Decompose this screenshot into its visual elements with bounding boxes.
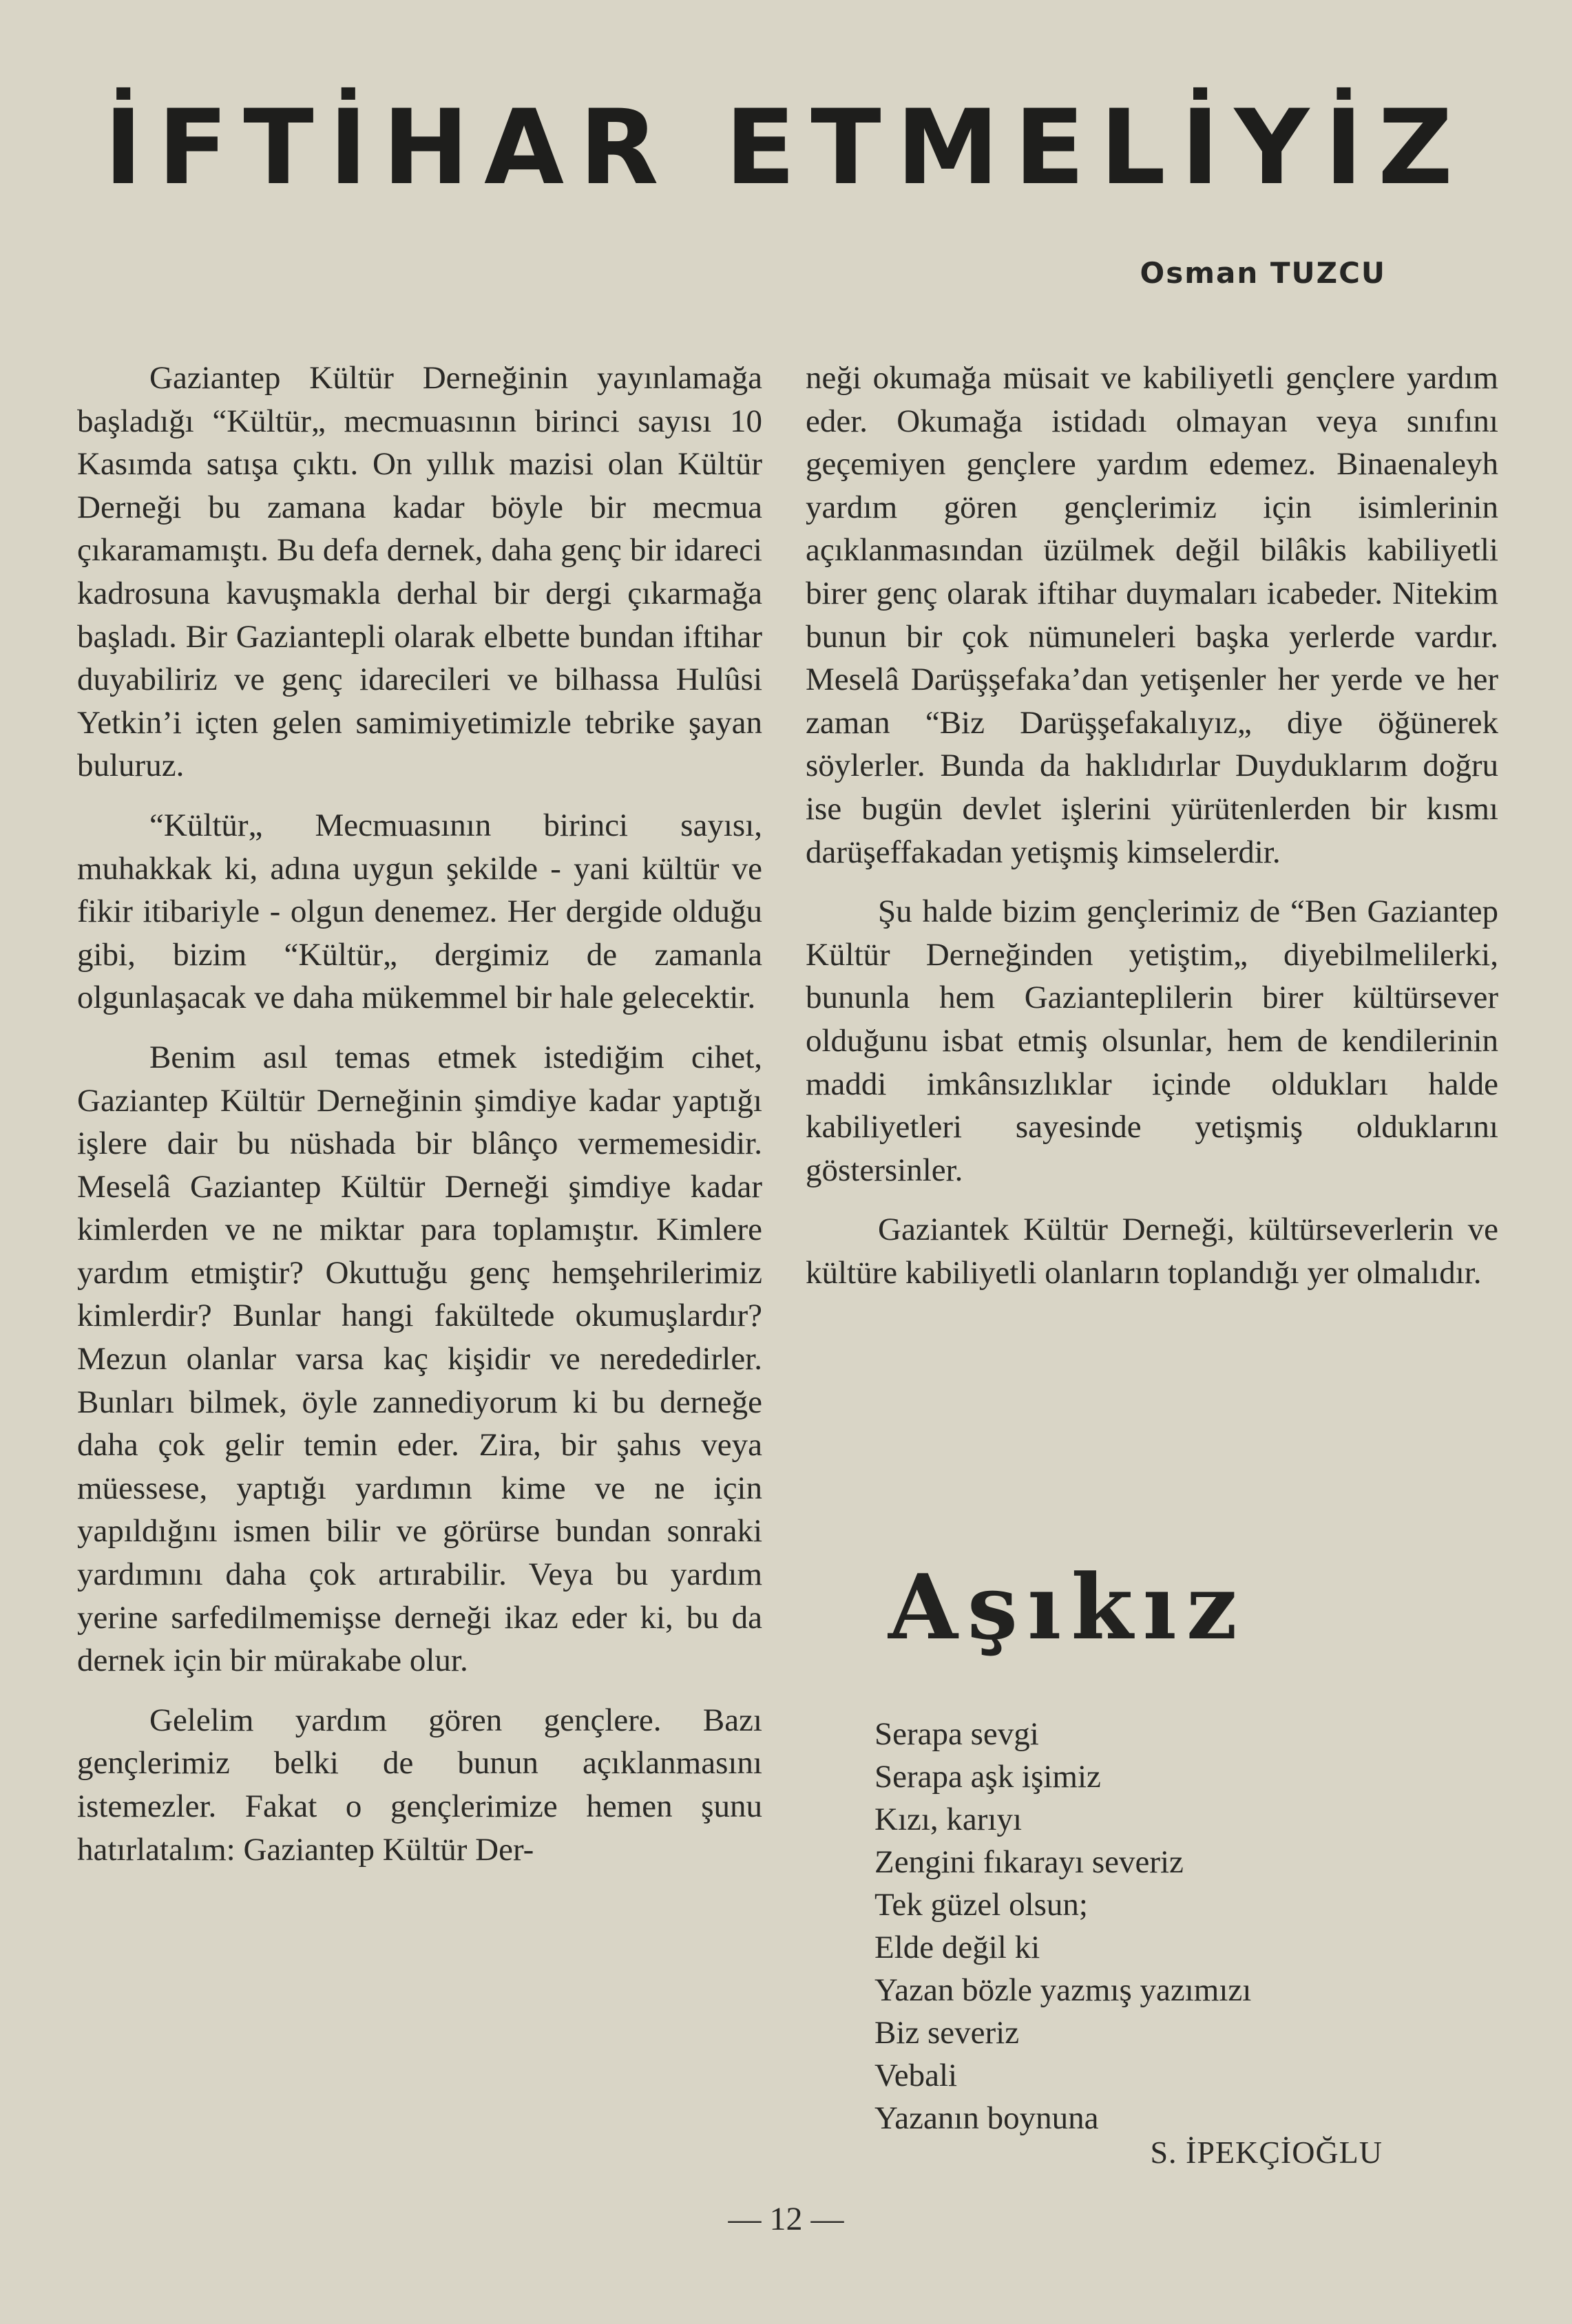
article-right-column — [806, 357, 1498, 1311]
poem-line: Serapa sevgi — [874, 1716, 1039, 1752]
poem-line: Tek güzel olsun; — [874, 1887, 1088, 1923]
poem-line: Biz severiz — [874, 2015, 1020, 2051]
poem-line: Yazanın boynuna — [874, 2100, 1099, 2136]
poem-line: Serapa aşk işimiz — [874, 1759, 1101, 1795]
article-title: İFTİHAR ETMELİYİZ — [104, 88, 1468, 208]
paragraph: Şu halde bizim gençlerimiz de “Ben Gaziantep Kültür Derneğinden yetiştim„ diyebilmelilerki, bununla hem Gazianteplilerin birer kültürsever olduğunu isbat etmiş olsunlar, hem de kendilerinin maddi imkânsızlıklar içinde oldukları halde kabiliyetleri sayesinde yetişmiş olduklarını göstersinler. — [806, 894, 1498, 1188]
paragraph: Gaziantek Kültür Derneği, kültürseverlerin ve kültüre kabiliyetli olanların toplandığı yer olmalıdır. — [806, 1212, 1498, 1291]
paragraph: Gaziantep Kültür Derneğinin yayınlamağa başladığı “Kültür„ mecmuasının birinci sayısı 10 Kasımda satışa çıktı. On yıllık mazisi olan Kültür Derneği bu zamana kadar böyle bir mecmua çıkaramamıştı. Bu defa dernek, daha genç bir idareci kadrosuna kavuşmakla derhal bir dergi çıkarmağa başladı. Bir Gaziantepli olarak elbette bundan iftihar duyabiliriz ve genç idarecileri ve bilhassa Hulûsi Yetkin’i içten gelen samimiyetimizle tebrike şayan buluruz. — [77, 360, 762, 784]
article-left-column — [77, 357, 762, 1888]
article-author: Osman TUZCU — [1140, 256, 1386, 290]
paragraph: Gelelim yardım gören gençlere. Bazı gençlerimiz belki de bunun açıklanmasını istemezler. Fakat o gençlerimize hemen şunu hatırlatalım: Gaziantep Kültür Der- — [77, 1702, 762, 1868]
poem-line: Kızı, karıyı — [874, 1802, 1023, 1837]
poem-author: S. İPEKÇİOĞLU — [1150, 2135, 1383, 2170]
page-number: — 12 — — [728, 2201, 844, 2237]
poem-title: Aşıkız — [888, 1554, 1247, 1660]
poem-line: Elde değil ki — [874, 1930, 1040, 1965]
poem-line: Zengini fıkarayı severiz — [874, 1844, 1184, 1880]
poem-line: Vebali — [874, 2058, 958, 2093]
paragraph: neği okumağa müsait ve kabiliyetli gençlere yardım eder. Okumağa istidadı olmayan veya sınıfını geçemiyen gençlere yardım edemez. Binaenaleyh yardım gören gençlerimiz için isimlerinin açıklanmasından üzülmek değil bilâkis kabiliyetli birer genç olarak iftihar duymaları icabeder. Nitekim bunun bir çok nümuneleri başka yerlerde vardır. Meselâ Darüşşefaka’dan yetişenler her yerde ve her zaman “Biz Darüşşefakalıyız„ diye öğünerek söylerler. Bunda da haklıdırlar Duyduklarım doğru ise bugün devlet işlerini yürütenlerden bir kısmı darüşeffakadan yetişmiş kimselerdir. — [806, 360, 1498, 870]
poem-body — [874, 1713, 1425, 2140]
paragraph: Benim asıl temas etmek istediğim cihet, Gaziantep Kültür Derneğinin şimdiye kadar yaptığı işlere dair bu nüshada bir blânço vermemesidir. Meselâ Gaziantep Kültür Derneği şimdiye kadar kimlerden ve ne miktar para toplamıştır. Kimlere yardım etmiştir? Okuttuğu genç hemşehrilerimiz kimlerdir? Bunlar hangi fakültede okumuşlardır? Mezun olanlar varsa kaç kişidir ve nerededirler. Bunları bilmek, öyle zannediyorum ki bu derneğe daha çok gelir temin eder. Zira, bir şahıs veya müessese, yaptığı yardımın kime ve ne için yapıldığını ismen bilir ve görürse bundan sonraki yardımını daha çok artırabilir. Veya bu yardım yerine sarfedilmemişse derneği ikaz eder ki, bu da dernek için bir mürakabe olur. — [77, 1039, 762, 1679]
poem-line: Yazan bözle yazmış yazımızı — [874, 1972, 1252, 2008]
paragraph: “Kültür„ Mecmuasının birinci sayısı, muhakkak ki, adına uygun şekilde - yani kültür ve fikir itibariyle - olgun denemez. Her dergide olduğu gibi, bizim “Kültür„ dergimiz de zamanla olgunlaşacak ve daha mükemmel bir hale gelecektir. — [77, 807, 762, 1016]
